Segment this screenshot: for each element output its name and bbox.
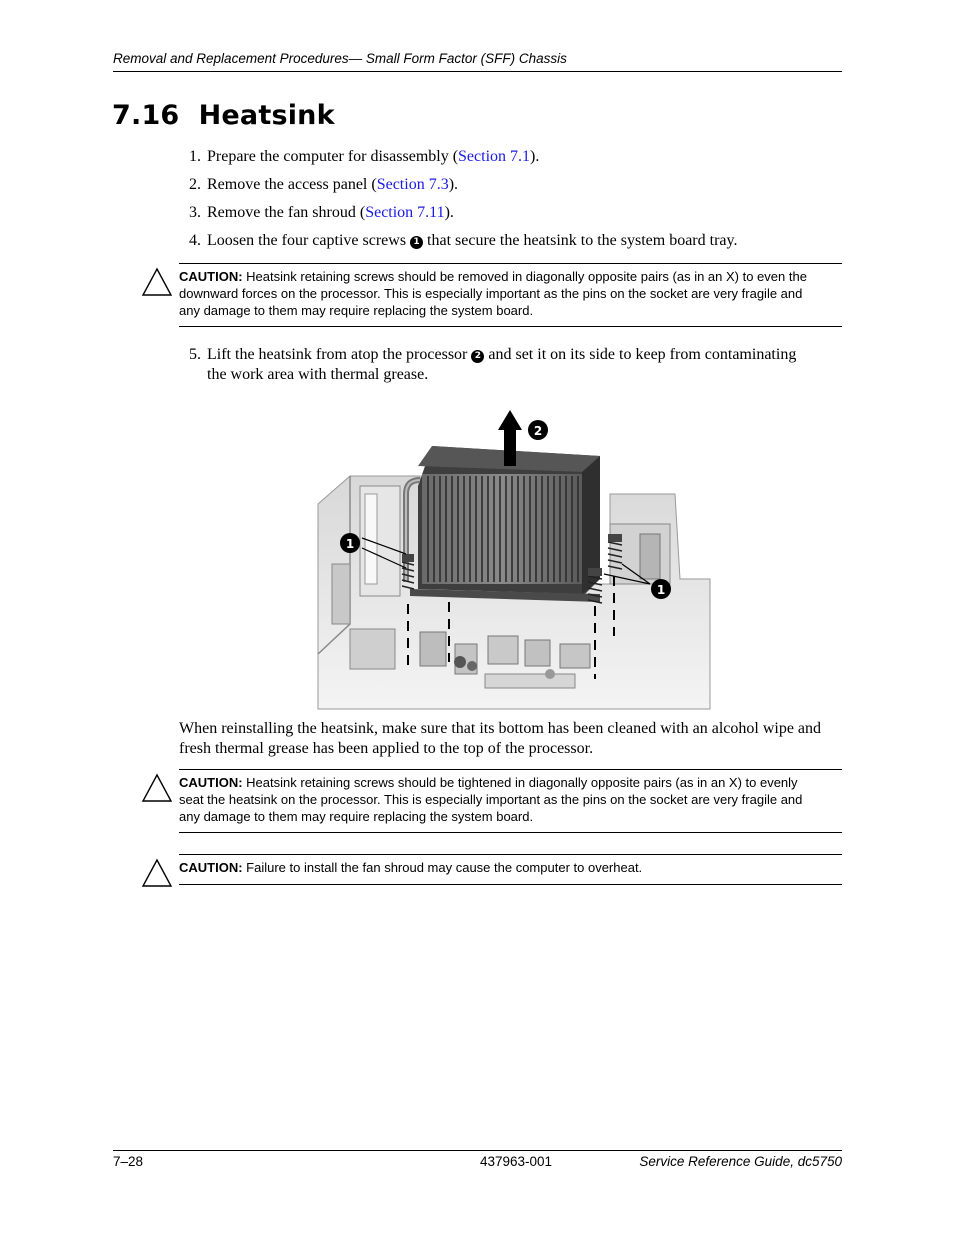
figure-callout-2: 2 <box>533 424 543 438</box>
step-5: 5. Lift the heatsink from atop the processor 2 and set it on its side to keep from contaminating the work area with thermal grease. <box>189 346 797 383</box>
step-1: 1. Prepare the computer for disassembly (Section 7.1). <box>189 148 540 165</box>
caution-1-bottom-rule <box>179 326 842 327</box>
header-rule <box>113 71 842 72</box>
caution-3-top-rule <box>179 854 842 855</box>
caution-3-bottom-rule <box>179 884 842 885</box>
caution-triangle-icon <box>141 267 173 297</box>
part-number: 437963-001 <box>480 1154 553 1169</box>
caution-1-top-rule <box>179 263 842 264</box>
reinstall-note: When reinstalling the heatsink, make sure that its bottom has been cleaned with an alcohol wipe and fresh thermal grease has been applied to the top of the processor. <box>179 720 822 757</box>
step-2: 2. Remove the access panel (Section 7.3). <box>189 176 459 193</box>
heatsink-removal-illustration <box>310 404 715 714</box>
section-7-11-link[interactable]: Section 7.11 <box>365 204 445 221</box>
section-title-text: Heatsink <box>198 100 335 131</box>
section-7-3-link[interactable]: Section 7.3 <box>376 176 449 193</box>
step-3: 3. Remove the fan shroud (Section 7.11). <box>189 204 454 221</box>
caution-triangle-icon <box>141 858 173 888</box>
section-title <box>112 100 335 131</box>
step-4: 4. Loosen the four captive screws 1 that secure the heatsink to the system board tray. <box>189 232 738 249</box>
section-7-1-link[interactable]: Section 7.1 <box>458 148 531 165</box>
caution-2-top-rule <box>179 769 842 770</box>
guide-title: Service Reference Guide, dc5750 <box>639 1154 842 1169</box>
callout-2-icon: 2 <box>471 350 484 363</box>
caution-triangle-icon <box>141 773 173 803</box>
caution-2-bottom-rule <box>179 832 842 833</box>
section-number: 7.16 <box>112 100 180 131</box>
page-number: 7–28 <box>113 1154 144 1169</box>
caution-3: CAUTION: Failure to install the fan shroud may cause the computer to overheat. <box>179 860 643 875</box>
caution-1: CAUTION: Heatsink retaining screws should be removed in diagonally opposite pairs (as in an X) to even the downward forces on the processor. This is especially important as the pins on the socket are very fragile and any damage to them may require replacing the system board. <box>179 269 807 318</box>
callout-1-icon: 1 <box>410 236 423 249</box>
footer-rule <box>113 1150 842 1151</box>
figure-callout-1-left: 1 <box>345 537 355 551</box>
figure-callout-1-right: 1 <box>656 583 666 597</box>
running-head: Removal and Replacement Procedures— Small Form Factor (SFF) Chassis <box>113 51 567 66</box>
caution-2: CAUTION: Heatsink retaining screws should be tightened in diagonally opposite pairs (as in an X) to evenly seat the heatsink on the processor. This is especially important as the pins on the socket are very fragile and any damage to them may require replacing the system board. <box>179 775 803 824</box>
